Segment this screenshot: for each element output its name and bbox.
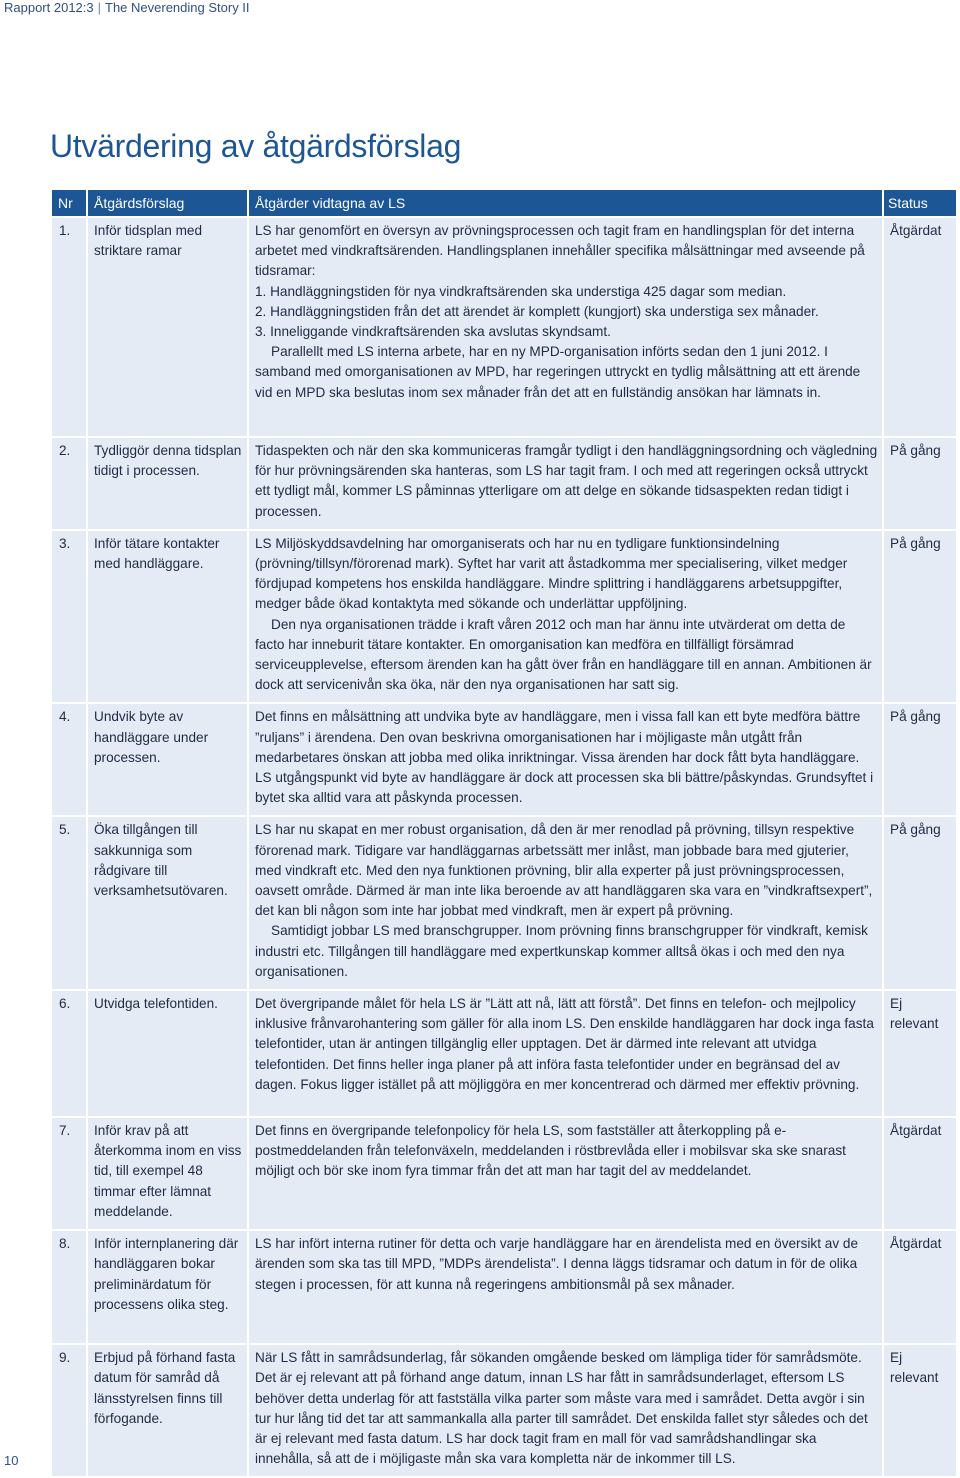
row-proposal: Inför internplanering där handläggaren bokar preliminärdatum för processens olika steg. bbox=[88, 1231, 247, 1343]
header-separator: | bbox=[97, 0, 102, 15]
row-status: Åtgärdat bbox=[884, 218, 956, 436]
row-proposal: Inför tätare kontakter med handläggare. bbox=[88, 531, 247, 703]
column-header-status: Status bbox=[884, 190, 956, 216]
table-row bbox=[52, 991, 956, 1116]
column-header-proposal: Åtgärdsförslag bbox=[88, 190, 247, 216]
row-proposal: Öka tillgången till sakkunniga som rådgivare till verksamhetsutövaren. bbox=[88, 817, 247, 989]
row-status: På gång bbox=[884, 704, 956, 815]
table-row bbox=[52, 1345, 956, 1476]
evaluation-table bbox=[50, 188, 958, 1478]
row-number: 7. bbox=[52, 1118, 86, 1229]
row-actions bbox=[249, 438, 882, 529]
row-number: 4. bbox=[52, 704, 86, 815]
row-status: Åtgärdat bbox=[884, 1231, 956, 1343]
action-list-item: 3. Inneliggande vindkraftsärenden ska avslutas skyndsamt. bbox=[255, 324, 611, 340]
row-status: På gång bbox=[884, 531, 956, 703]
action-paragraph: Tidaspekten och när den ska kommuniceras framgår tydligt i den handläggningsordning och vägledning för hur prövningsärenden ska hanteras, som LS har tagit fram. I och med att regeringen också uttryckt ett tydligt mål, kommer LS påminnas ytterligare om att delge en sökande tidsaspekten redan tidigt i processen. bbox=[255, 443, 878, 519]
column-header-nr: Nr bbox=[52, 190, 86, 216]
table-row bbox=[52, 438, 956, 529]
row-proposal: Utvidga telefontiden. bbox=[88, 991, 247, 1116]
row-status: Ej relevant bbox=[884, 1345, 956, 1476]
column-header-actions: Åtgärder vidtagna av LS bbox=[249, 190, 882, 216]
page-title: Utvärdering av åtgärdsförslag bbox=[50, 128, 462, 164]
action-paragraph: LS har infört interna rutiner för detta och varje handläggare har en ärendelista med en översikt av de ärenden som ska tas till MPD, ”MDPs ärendelista”. I denna läggs tidsramar och datum in för de olika stegen i processen, för att kunna nå regeringens ambitionsmål på sex månader. bbox=[255, 1236, 859, 1292]
action-paragraph: Parallellt med LS interna arbete, har en ny MPD-organisation införts sedan den 1 juni 2012. I samband med omorganisationen av MPD, har regeringen uttryckt en tydlig målsättning att ett ärende vid en MPD ska beslutas inom sex månader från det att en fullständig ansökan har lämnats in. bbox=[255, 344, 861, 400]
row-status: På gång bbox=[884, 817, 956, 989]
action-list-item: 2. Handläggningstiden från det att ärendet är komplett (kungjort) ska understiga sex månader. bbox=[255, 303, 819, 319]
row-proposal: Inför krav på att återkomma inom en viss tid, till exempel 48 timmar efter lämnat meddelande. bbox=[88, 1118, 247, 1229]
row-proposal: Tydliggör denna tidsplan tidigt i processen. bbox=[88, 438, 247, 529]
row-number: 8. bbox=[52, 1231, 86, 1343]
row-number: 5. bbox=[52, 817, 86, 989]
row-actions bbox=[249, 704, 882, 815]
row-actions bbox=[249, 1231, 882, 1343]
row-number: 3. bbox=[52, 531, 86, 703]
table-row bbox=[52, 817, 956, 989]
table-row bbox=[52, 704, 956, 815]
action-paragraph: Det finns en övergripande telefonpolicy för hela LS, som fastställer att återkoppling på e-postmeddelanden från telefonväxeln, meddelanden i röstbrevlåda eller i mobilsvar ska ske snarast möjligt och bör ske inom fyra timmar från det att man har tagit del av meddelandet. bbox=[255, 1123, 846, 1179]
row-proposal: Undvik byte av handläggare under processen. bbox=[88, 704, 247, 815]
action-paragraph: LS har nu skapat en mer robust organisation, då den är mer renodlad på prövning, tillsyn respektive förorenad mark. Tidigare var handläggarnas arbetssätt mer inlåst, man jobbade bara med gjuterier, med vindkraft etc. Med den nya funktionen prövning, blir alla experter på just prövningsprocessen, oavsett område. Därmed är man inte lika beroende av att handläggaren ska vara en ”vindkraftsexpert”, det kan bli någon som inte har jobbat med vindkraft, men är expert på prövning. bbox=[255, 822, 873, 919]
action-paragraph: LS Miljöskyddsavdelning har omorganiserats och har nu en tydligare funktionsindelning (prövning/tillsyn/förorenad mark). Syftet har varit att åstadkomma mer specialisering, vilket medger fördjupad kompetens hos enskilda handläggare. Mindre splittring i handläggarens arbetsuppgifter, medger både ökad kontaktyta med sökande och underlättar uppföljning. bbox=[255, 535, 848, 612]
row-status: Ej relevant bbox=[884, 991, 956, 1116]
row-number: 9. bbox=[52, 1345, 86, 1476]
table-row bbox=[52, 1231, 956, 1343]
row-actions bbox=[249, 1118, 882, 1229]
row-proposal: Inför tidsplan med striktare ramar bbox=[88, 218, 247, 436]
table-row bbox=[52, 1118, 956, 1229]
action-paragraph: Samtidigt jobbar LS med branschgrupper. Inom prövning finns branschgrupper för vindkraft, kemisk industri etc. Tillgången till handläggare med expertkunskap kommer alltså ökas i och med den nya organisationen. bbox=[255, 923, 868, 979]
action-paragraph: Det övergripande målet för hela LS är ”Lätt att nå, lätt att förstå”. Det finns en telefon- och mejlpolicy inklusive frånvarohantering som gäller för alla inom LS. Den enskilde handläggaren har dock inga fasta telefontider, utan är antingen tillgänglig eller upptagen. Det är därmed inte relevant att utvidga telefontiden. Det finns heller inga planer på att införa fasta telefontider under en begränsad del av dagen. Fokus ligger istället på att möjliggöra en mer koncentrerad och därmed mer effektiv prövning. bbox=[255, 996, 874, 1092]
action-paragraph: När LS fått in samrådsunderlag, får sökanden omgående besked om lämpliga tider för samrådsmöte. Det är ej relevant att på förhand ange datum, innan LS har fått in samrådsunderlaget, eftersom LS behöver detta underlag för att fastställa vilka parter som måste vara med i samrådet. Detta avgör i sin tur hur lång tid det tar att sammankalla alla parter till samrådet. Det enskilda fallet styr således och det är ej relevant med fasta datum. LS har dock tagit fram en mall för vad samrådshandlingar ska innehålla, så att de i möjligaste mån ska vara kompletta när de inkommer till LS. bbox=[255, 1350, 868, 1467]
row-status: På gång bbox=[884, 438, 956, 529]
action-paragraph: Det finns en målsättning att undvika byte av handläggare, men i vissa fall kan ett byte medföra bättre ”ruljans” i ärendena. Den ovan beskrivna omorganisationen har i möjligaste mån utgått från medarbetares önskan att jobba med olika inriktningar. Vissa ärenden har dock fått byta handläggare. LS utgångspunkt vid byte av handläggare är dock att processen ska bli bättre/påskyndas. Grundsyftet i bytet ska alltid vara att påskynda processen. bbox=[255, 709, 874, 806]
running-header bbox=[4, 0, 250, 15]
action-list-item: 1. Handläggningstiden för nya vindkraftsärenden ska understiga 425 dagar som median. bbox=[255, 283, 787, 299]
table-row bbox=[52, 218, 956, 436]
row-actions bbox=[249, 817, 882, 989]
page-number: 10 bbox=[4, 1453, 19, 1468]
action-paragraph: Den nya organisationen trädde i kraft våren 2012 och man har ännu inte utvärderat om detta de facto har inneburit tätare kontakter. En omorganisation kan medföra en tillfälligt försämrad serviceupplevelse, eftersom ärenden kan ha gått över från en handläggare till en annan. Ambitionen är dock att servicenivån ska öka, när den nya organisationen har satt sig. bbox=[255, 616, 872, 693]
row-actions bbox=[249, 218, 882, 436]
row-status: Åtgärdat bbox=[884, 1118, 956, 1229]
row-number: 2. bbox=[52, 438, 86, 529]
row-actions bbox=[249, 991, 882, 1116]
row-proposal: Erbjud på förhand fasta datum för samråd då länsstyrelsen finns till förfogande. bbox=[88, 1345, 247, 1476]
row-actions bbox=[249, 1345, 882, 1476]
row-number: 1. bbox=[52, 218, 86, 436]
row-number: 6. bbox=[52, 991, 86, 1116]
report-number: Rapport 2012:3 bbox=[4, 0, 94, 15]
report-series: The Neverending Story II bbox=[105, 0, 250, 15]
table-header-row bbox=[52, 190, 956, 216]
action-paragraph: LS har genomfört en översyn av prövningsprocessen och tagit fram en handlingsplan för det interna arbetet med vindkraftsärenden. Handlingsplanen innehåller specifika målsättningar med avseende på tidsramar: bbox=[255, 223, 865, 279]
row-actions bbox=[249, 531, 882, 703]
table-row bbox=[52, 531, 956, 703]
